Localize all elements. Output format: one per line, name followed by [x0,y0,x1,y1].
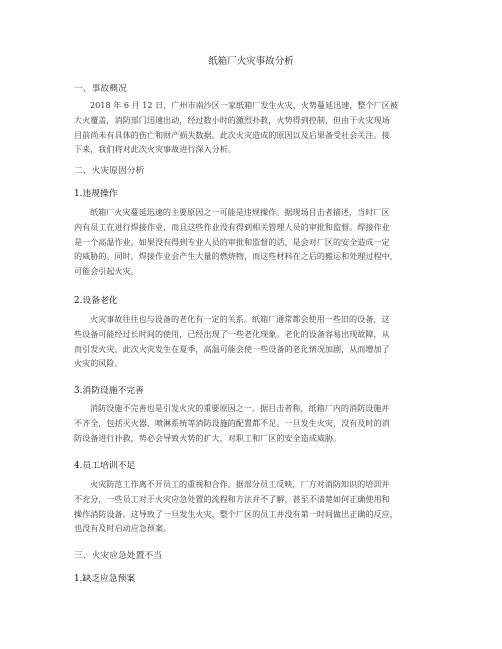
text-line: 消防设施不完善也是引发火灾的重要原因之一。据目击者称，纸箱厂内的消防设施并 [90,403,390,413]
overview-paragraph [74,98,436,157]
section-heading-causes: 二、火灾原因分析 [74,166,145,176]
subsection-heading-violation: 1.违规操作 [74,189,118,199]
subsection-heading-fire-facilities: 3.消防设施不完善 [74,386,144,396]
text-line: 可能会引起火灾。 [74,266,139,277]
text-line: 2018 年 6 月 12 日，广州市南沙区一家纸箱厂发生火灾，火势蔓延迅速，整个厂区被 [90,100,398,110]
text-line: 目前尚未有具体的伤亡和财产损失数据。此次火灾造成的原因以及后果备受社会关注。接 [74,129,390,140]
text-line: 是一个高温作业，如果没有得到专业人员的审批和监督的话，是会对厂区的安全造成一定 [74,236,390,247]
text-line: 的威胁的。同时，焊接作业会产生大量的燃烧物，而这些材料在之后的搬运和处理过程中， [74,251,398,262]
text-line: 火灾的风险。 [74,358,123,369]
text-line: 防设备进行扑救，势必会导致火势的扩大，对职工和厂区的安全造成威胁。 [74,432,342,443]
text-line: 也没有及时启动应急预案。 [74,523,172,534]
aging-paragraph [74,312,436,371]
subsection-heading-no-plan: 1.缺乏应急预案 [74,574,136,584]
subsection-heading-aging: 2.设备老化 [74,296,118,306]
text-line: 而引发火灾。此次火灾发生在夏季，高温可能会使一些设备的老化情况加剧，从而增加了 [74,343,390,354]
text-line: 纸箱厂火灾蔓延迅速的主要原因之一可能是违规操作。据现场目击者描述，当时厂区 [90,207,390,217]
fire-facilities-paragraph [74,401,436,445]
text-line: 内有员工在进行焊接作业，而且这些作业没有得到相关管理人员的审批和监督。焊接作业 [74,221,390,232]
violation-paragraph [74,205,436,279]
section-heading-overview: 一、事故概况 [74,84,127,94]
text-line: 大火覆盖，消防部门迅速出动，经过数小时的激烈扑救，火势得到控制，但由于火灾现场 [74,114,390,125]
text-line: 操作消防设备。这导致了一旦发生火灾，整个厂区的员工并没有第一时间做出正确的反应， [74,508,398,519]
text-line: 火灾防范工作离不开员工的重视和合作。据部分员工反映，厂方对消防知识的培训并 [90,479,390,489]
section-heading-emergency: 三、火灾应急处置不当 [74,551,162,561]
training-paragraph [74,477,436,536]
text-line: 火灾事故往往也与设备的老化有一定的关系。纸箱厂通常都会使用一些旧的设备，这 [90,314,390,324]
document-title: 纸箱厂火灾事故分析 [208,56,294,67]
text-line: 些设备可能经过长时间的使用，已经出现了一些老化现象。老化的设备容易出现故障，从 [74,328,390,339]
subsection-heading-training: 4.员工培训不足 [74,461,136,471]
text-line: 不充分，一些员工对于火灾应急处置的流程和方法并不了解，甚至不清楚如何正确使用和 [74,493,390,504]
text-line: 不齐全，包括灭火器、喷淋系统等消防设施的配置都不足。一旦发生火灾，没有及时的消 [74,417,390,428]
text-line: 下来，我们将对此次火灾事故进行深入分析。 [74,144,236,155]
